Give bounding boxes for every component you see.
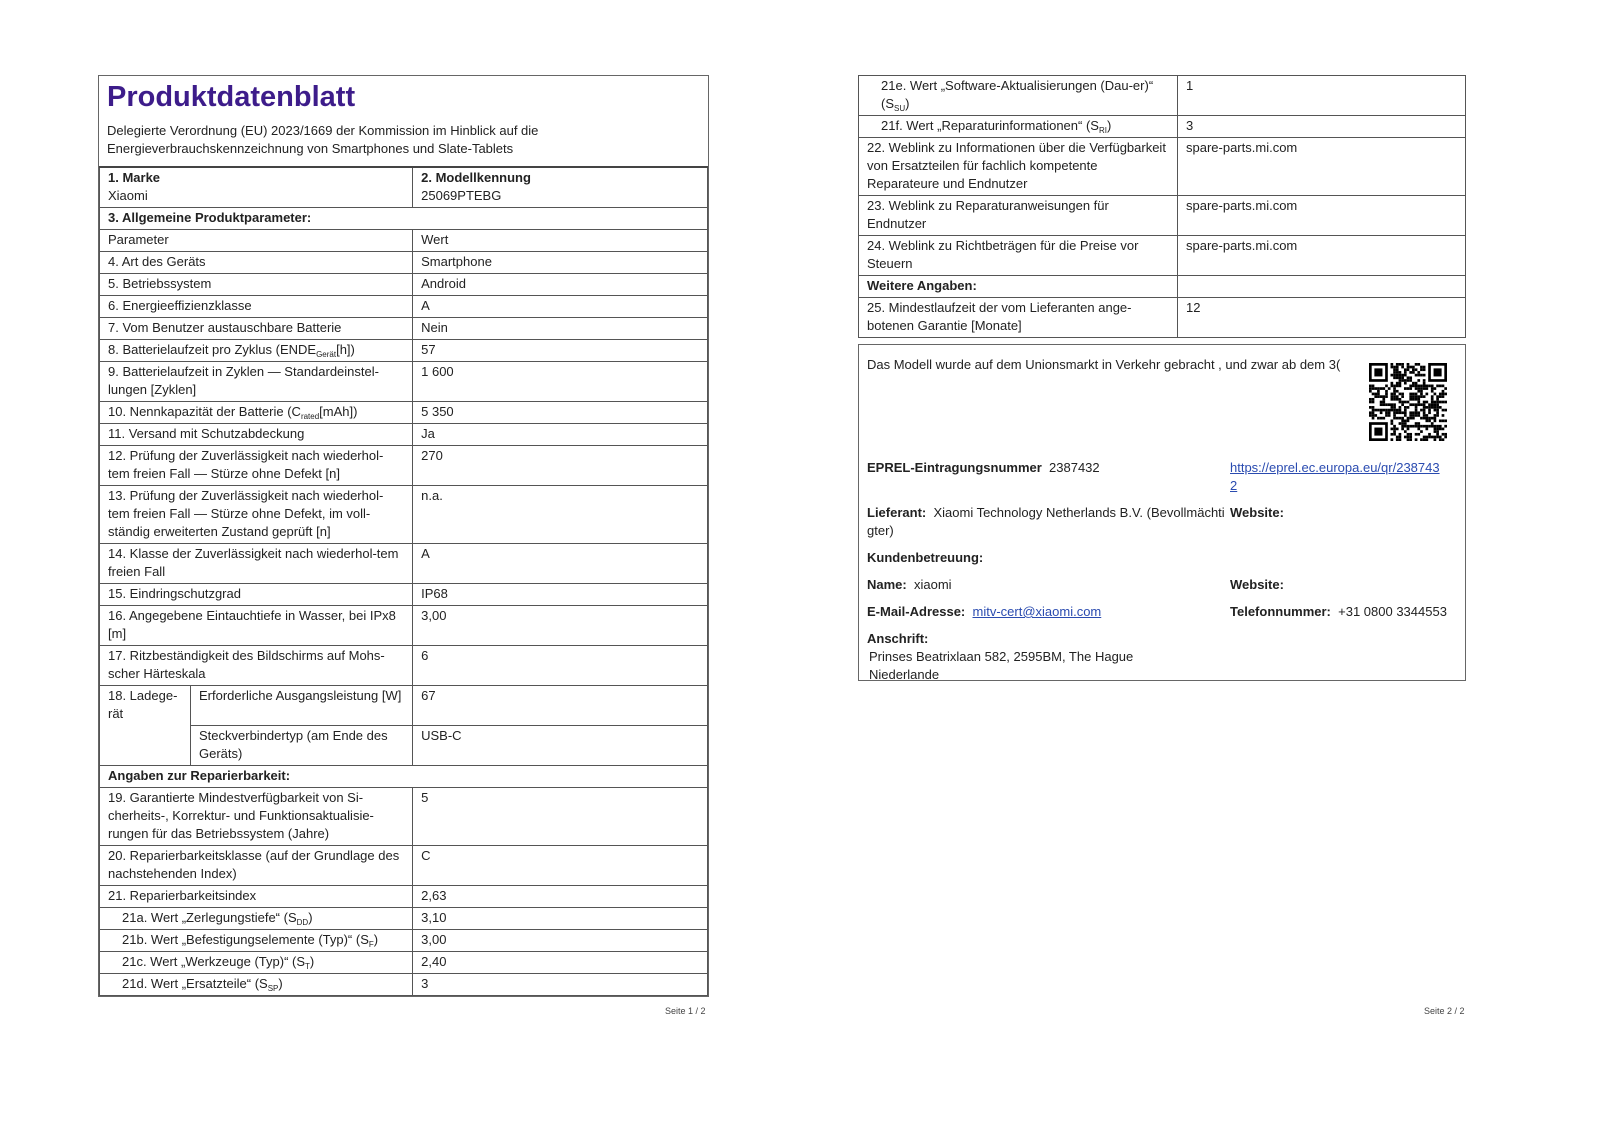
- table-row: [100, 886, 708, 908]
- support-label: Kundenbetreuung:: [867, 550, 984, 565]
- parameter-subscript: SP: [267, 984, 279, 993]
- table-row: [100, 402, 708, 424]
- supplier-website-label: Website:: [1230, 505, 1284, 520]
- parameter-subscript: DD: [296, 918, 309, 927]
- value-cell: C: [413, 846, 708, 886]
- table-row: [100, 544, 708, 584]
- parameter-subscript: F: [368, 940, 374, 949]
- parameter-cell: [100, 974, 413, 996]
- parameter-cell: [100, 908, 413, 930]
- parameter-label: 10. Nennkapazität der Batterie (C: [108, 404, 301, 419]
- charger-row-power: [100, 686, 708, 726]
- parameter-label: 7. Vom Benutzer austauschbare Batterie: [108, 320, 342, 335]
- parameter-cell: [100, 362, 413, 402]
- parameter-label-suffix: ): [309, 954, 315, 969]
- table-row: [100, 362, 708, 402]
- parameter-cell: [859, 236, 1178, 276]
- parameter-label: 6. Energieeffizienzklasse: [108, 298, 252, 313]
- parameter-subscript: SU: [894, 104, 906, 113]
- value-cell: Ja: [413, 424, 708, 446]
- eprel-info-box: [858, 344, 1466, 681]
- support-website-label: Website:: [1230, 577, 1284, 592]
- parameter-label: 20. Reparierbarkeitsklasse (auf der Grundlage des nachstehenden Index): [108, 848, 400, 881]
- table-row: [100, 296, 708, 318]
- product-table-continued: [858, 75, 1466, 338]
- parameter-subscript: RI: [1098, 126, 1107, 135]
- qr-code-icon[interactable]: [1369, 363, 1447, 441]
- parameter-subscript: rated: [300, 412, 320, 421]
- parameter-cell: [100, 486, 413, 544]
- value-cell: n.a.: [413, 486, 708, 544]
- parameter-label: 14. Klasse der Zuverlässigkeit nach wiederhol-tem freien Fall: [108, 546, 399, 579]
- table-row: [100, 952, 708, 974]
- parameter-cell: [100, 446, 413, 486]
- parameter-label-suffix: ): [905, 96, 910, 111]
- parameter-cell: [100, 846, 413, 886]
- parameter-label: 25. Mindestlaufzeit der vom Lieferanten ange-botenen Garantie [Monate]: [867, 300, 1132, 333]
- parameter-cell: [100, 584, 413, 606]
- parameter-label: 21f. Wert „Reparaturinformationen“ (S: [881, 118, 1099, 133]
- parameter-cell: [100, 340, 413, 362]
- product-table: [99, 168, 708, 996]
- value-cell: 57: [413, 340, 708, 362]
- parameter-label: 21a. Wert „Zerlegungstiefe“ (S: [122, 910, 297, 925]
- value-cell: A: [413, 544, 708, 584]
- value-cell: spare-parts.mi.com: [1178, 236, 1466, 276]
- table-row: [100, 318, 708, 340]
- section-repair-heading: Angaben zur Reparierbarkeit:: [100, 766, 708, 788]
- parameter-cell: [100, 886, 413, 908]
- parameter-label: 21c. Wert „Werkzeuge (Typ)“ (S: [122, 954, 306, 969]
- model-label: 2. Modellkennung: [421, 170, 531, 185]
- value-cell: Android: [413, 274, 708, 296]
- parameter-cell: [100, 544, 413, 584]
- name-value: xiaomi: [913, 577, 952, 592]
- parameter-label: 21. Reparierbarkeitsindex: [108, 888, 257, 903]
- value-cell: IP68: [413, 584, 708, 606]
- table-row: [100, 788, 708, 846]
- value-cell: 3: [1178, 116, 1466, 138]
- value-cell: 3,00: [413, 930, 708, 952]
- value-cell: Nein: [413, 318, 708, 340]
- value-cell: 5: [413, 788, 708, 846]
- parameter-subscript: Gerät: [316, 350, 337, 359]
- parameter-label: 21b. Wert „Befestigungselemente (Typ)“ (S: [122, 932, 369, 947]
- table-row: [100, 974, 708, 996]
- address-line-2: Niederlande: [869, 667, 940, 682]
- parameter-label: 16. Angegebene Eintauchtiefe in Wasser, bei IPx8 [m]: [108, 608, 396, 641]
- value-cell: 3,10: [413, 908, 708, 930]
- brand-cell: [100, 168, 413, 208]
- value-cell: 12: [1178, 298, 1466, 338]
- product-data-sheet-page-2: [858, 75, 1466, 338]
- supplier-value: Xiaomi Technology Netherlands B.V. (Bevollmächtigter): [867, 505, 1225, 538]
- table-row: [100, 446, 708, 486]
- table-row: [100, 908, 708, 930]
- parameter-cell: [100, 952, 413, 974]
- table-row: [100, 486, 708, 544]
- table-row: [100, 930, 708, 952]
- value-cell: [1178, 276, 1466, 298]
- value-cell: 3,00: [413, 606, 708, 646]
- model-value: 25069PTEBG: [421, 188, 502, 203]
- email-link[interactable]: mitv-cert@xiaomi.com: [972, 604, 1102, 619]
- table-row: [859, 298, 1466, 338]
- parameter-label-suffix: [h]): [336, 342, 355, 357]
- phone-label: Telefonnummer:: [1230, 604, 1331, 619]
- parameter-cell: [859, 298, 1178, 338]
- eprel-label: EPREL-Eintragungsnummer: [867, 460, 1042, 475]
- table-row: [100, 424, 708, 446]
- regulation-line-1: Delegierte Verordnung (EU) 2023/1669 der Kommission im Hinblick auf die: [107, 123, 539, 138]
- parameter-cell: [100, 252, 413, 274]
- page-number-1: Seite 1 / 2: [665, 1006, 706, 1016]
- table-row: [100, 230, 708, 252]
- value-cell: Smartphone: [413, 252, 708, 274]
- model-cell: [413, 168, 708, 208]
- section-general-heading: 3. Allgemeine Produktparameter:: [100, 208, 708, 230]
- table-row: [100, 252, 708, 274]
- table-row: [100, 340, 708, 362]
- parameter-cell: [859, 76, 1178, 116]
- parameter-cell: [100, 274, 413, 296]
- parameter-subscript: T: [305, 962, 310, 971]
- parameter-label: 12. Prüfung der Zuverlässigkeit nach wiederhol-tem freien Fall — Stürze ohne Defekt [n]: [108, 448, 384, 481]
- phone-value: +31 0800 3344553: [1338, 604, 1447, 619]
- table-row: [100, 606, 708, 646]
- parameter-label: 5. Betriebssystem: [108, 276, 212, 291]
- value-cell: 1 600: [413, 362, 708, 402]
- eprel-value: 2387432: [1049, 460, 1100, 475]
- parameter-cell: [100, 296, 413, 318]
- parameter-label: Weitere Angaben:: [867, 278, 977, 293]
- parameter-label-suffix: [mAh]): [319, 404, 358, 419]
- value-cell: 270: [413, 446, 708, 486]
- value-cell: 5 350: [413, 402, 708, 424]
- table-row: [859, 236, 1466, 276]
- parameter-label: 23. Weblink zu Reparaturanweisungen für Endnutzer: [867, 198, 1109, 231]
- parameter-label: 15. Eindringschutzgrad: [108, 586, 241, 601]
- parameter-cell: [859, 138, 1178, 196]
- table-row: [859, 76, 1466, 116]
- value-cell: 2,40: [413, 952, 708, 974]
- parameter-label-suffix: ): [308, 910, 313, 925]
- parameter-label: 21e. Wert „Software-Aktualisierungen (Dau-er)“ (S: [881, 78, 1154, 111]
- charger-power-label: Erforderliche Ausgangsleistung [W]: [191, 686, 412, 726]
- charger-power-value: 67: [413, 686, 708, 726]
- parameter-label: 19. Garantierte Mindestverfügbarkeit von Si-cherheits-, Korrektur- und Funktionsaktualisie-rungen für das Betriebssystem (Jahre): [108, 790, 374, 841]
- parameter-label: 9. Batterielaufzeit in Zyklen — Standardeinstel-lungen [Zyklen]: [108, 364, 379, 397]
- table-row: [100, 646, 708, 686]
- table-row: [100, 274, 708, 296]
- address-line-1: Prinses Beatrixlaan 582, 2595BM, The Hague: [869, 649, 1134, 664]
- brand-value: Xiaomi: [108, 188, 148, 203]
- parameter-label-suffix: ): [373, 932, 379, 947]
- parameter-cell: [100, 230, 413, 252]
- charger-connector-value: USB-C: [413, 726, 708, 766]
- parameter-cell: [100, 646, 413, 686]
- market-text: Das Modell wurde auf dem Unionsmarkt in Verkehr gebracht , und zwar ab dem 3(: [867, 357, 1341, 372]
- name-label: Name:: [867, 577, 907, 592]
- value-cell: A: [413, 296, 708, 318]
- parameter-cell: [100, 424, 413, 446]
- charger-label: 18. Ladege-rät: [100, 686, 191, 765]
- page-number-2: Seite 2 / 2: [1424, 1006, 1465, 1016]
- table-row: [100, 584, 708, 606]
- brand-label: 1. Marke: [108, 170, 161, 185]
- brand-model-row: [100, 168, 708, 208]
- product-data-sheet-page-1: [98, 75, 709, 997]
- charger-cell: [100, 686, 413, 766]
- value-cell: spare-parts.mi.com: [1178, 138, 1466, 196]
- value-cell: 1: [1178, 76, 1466, 116]
- table-row: [859, 196, 1466, 236]
- sheet-header: [99, 76, 708, 168]
- parameter-label: 21d. Wert „Ersatzteile“ (S: [122, 976, 268, 991]
- charger-connector-label: Steckverbindertyp (am Ende des Geräts): [199, 728, 388, 761]
- parameter-label: 8. Batterielaufzeit pro Zyklus (ENDE: [108, 342, 317, 357]
- parameter-label: 17. Ritzbeständigkeit des Bildschirms auf Mohs-scher Härteskala: [108, 648, 385, 681]
- email-label: E-Mail-Adresse:: [867, 604, 966, 619]
- value-cell: 3: [413, 974, 708, 996]
- parameter-cell: [100, 402, 413, 424]
- parameter-cell: [859, 276, 1178, 298]
- parameter-label-suffix: ): [278, 976, 283, 991]
- table-row: [859, 138, 1466, 196]
- value-cell: Wert: [413, 230, 708, 252]
- page-title: Produktdatenblatt: [107, 81, 356, 113]
- parameter-cell: [100, 788, 413, 846]
- parameter-cell: [100, 318, 413, 340]
- parameter-cell: [100, 606, 413, 646]
- eprel-link[interactable]: https://eprel.ec.europa.eu/qr/2387432: [1230, 460, 1440, 493]
- parameter-label: 13. Prüfung der Zuverlässigkeit nach wiederhol-tem freien Fall — Stürze ohne Defekt, im voll-ständig erweiterten Zustand geprüft [n]: [108, 488, 384, 539]
- parameter-label-suffix: ): [1106, 118, 1112, 133]
- parameter-label: 11. Versand mit Schutzabdeckung: [108, 426, 305, 441]
- parameter-label: 4. Art des Geräts: [108, 254, 206, 269]
- address-label: Anschrift:: [867, 631, 929, 646]
- parameter-cell: [100, 930, 413, 952]
- parameter-cell: [859, 116, 1178, 138]
- value-cell: spare-parts.mi.com: [1178, 196, 1466, 236]
- parameter-label: Parameter: [108, 232, 169, 247]
- value-cell: 6: [413, 646, 708, 686]
- parameter-label: 24. Weblink zu Richtbeträgen für die Preise vor Steuern: [867, 238, 1139, 271]
- table-row: [859, 276, 1466, 298]
- parameter-label: 22. Weblink zu Informationen über die Verfügbarkeit von Ersatzteilen für fachlich kompetente Reparateure und Endnutzer: [867, 140, 1166, 191]
- parameter-cell: [859, 196, 1178, 236]
- table-row: [100, 846, 708, 886]
- table-row: [859, 116, 1466, 138]
- supplier-label: Lieferant:: [867, 505, 927, 520]
- regulation-line-2: Energieverbrauchskennzeichnung von Smartphones und Slate-Tablets: [107, 141, 514, 156]
- value-cell: 2,63: [413, 886, 708, 908]
